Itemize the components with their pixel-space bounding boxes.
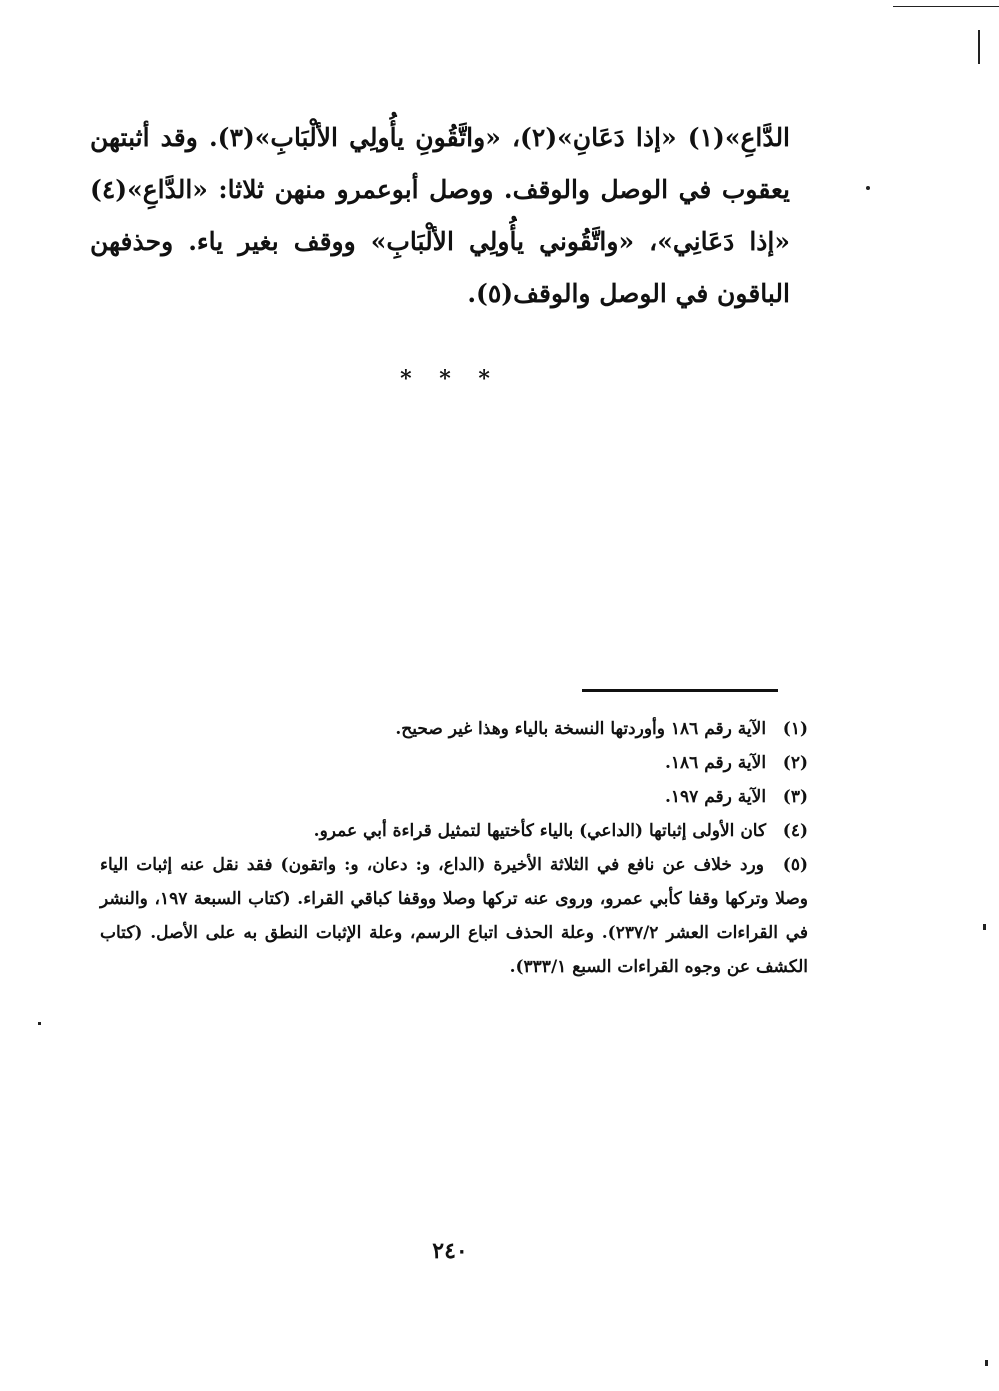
footnote-text: الآية رقم ١٨٦.: [664, 753, 767, 773]
footnote-divider: [582, 689, 778, 692]
footnote-number: (١): [782, 719, 808, 739]
main-text-block: [90, 112, 790, 320]
footnote-item: [100, 848, 808, 984]
footnote-text: الآية رقم ١٨٦ وأوردتها النسخة بالياء وهذا غير صحيح.: [395, 719, 767, 739]
footnote-text: الآية رقم ١٩٧.: [664, 787, 767, 807]
footnote-item: [100, 712, 808, 746]
scan-dot: [38, 1022, 41, 1025]
main-paragraph: الدَّاعِ»(١) «إذا دَعَانِ»(٢)، «واتَّقُونِ يأُولِي الألْبَابِ»(٣). وقد أثبتهن يعقوب في الوصل والوقف. ووصل أبوعمرو منهن ثلاثا: «الدَّاعِ»(٤) «إذا دَعَانِي»، «واتَّقُوني يأُولِي الألْبَابِ» ووقف بغير ياء. وحذفهن الباقون في الوصل والوقف(٥).: [90, 123, 791, 308]
scan-dot: [985, 1360, 988, 1366]
footnote-text: ورد خلاف عن نافع في الثلاثة الأخيرة (الداع، و: دعان، و: واتقون) فقد نقل عنه إثبات الياء وصلا وتركها وقفا كأبي عمرو، وروى عنه تركها وصلا ووقفا كباقي القراء. (كتاب السبعة ١٩٧، والنشر في القراءات العشر ٢٣٧/٢). وعلة الحذف اتباع الرسم، وعلة الإثبات النطق به على الأصل. (كتاب الكشف عن وجوه القراءات السبع ٣٣٣/١).: [100, 855, 808, 977]
footnote-item: [100, 746, 808, 780]
scan-edge-line-top: [893, 6, 999, 7]
page-number: ٢٤٠: [432, 1238, 468, 1264]
scan-dot: [983, 924, 986, 930]
footnotes-section: [100, 712, 808, 984]
footnote-text: كان الأولى إثباتها (الداعي) بالياء كأختيها لتمثيل قراءة أبي عمرو.: [313, 821, 767, 841]
scan-edge-line-right: [978, 30, 980, 64]
footnote-number: (٢): [782, 753, 808, 773]
footnote-number: (٤): [782, 821, 808, 841]
scan-dot: [866, 186, 870, 190]
footnote-item: [100, 814, 808, 848]
footnote-number: (٥): [782, 855, 808, 875]
section-separator: * * *: [400, 366, 500, 392]
footnote-item: [100, 780, 808, 814]
footnote-number: (٣): [782, 787, 808, 807]
